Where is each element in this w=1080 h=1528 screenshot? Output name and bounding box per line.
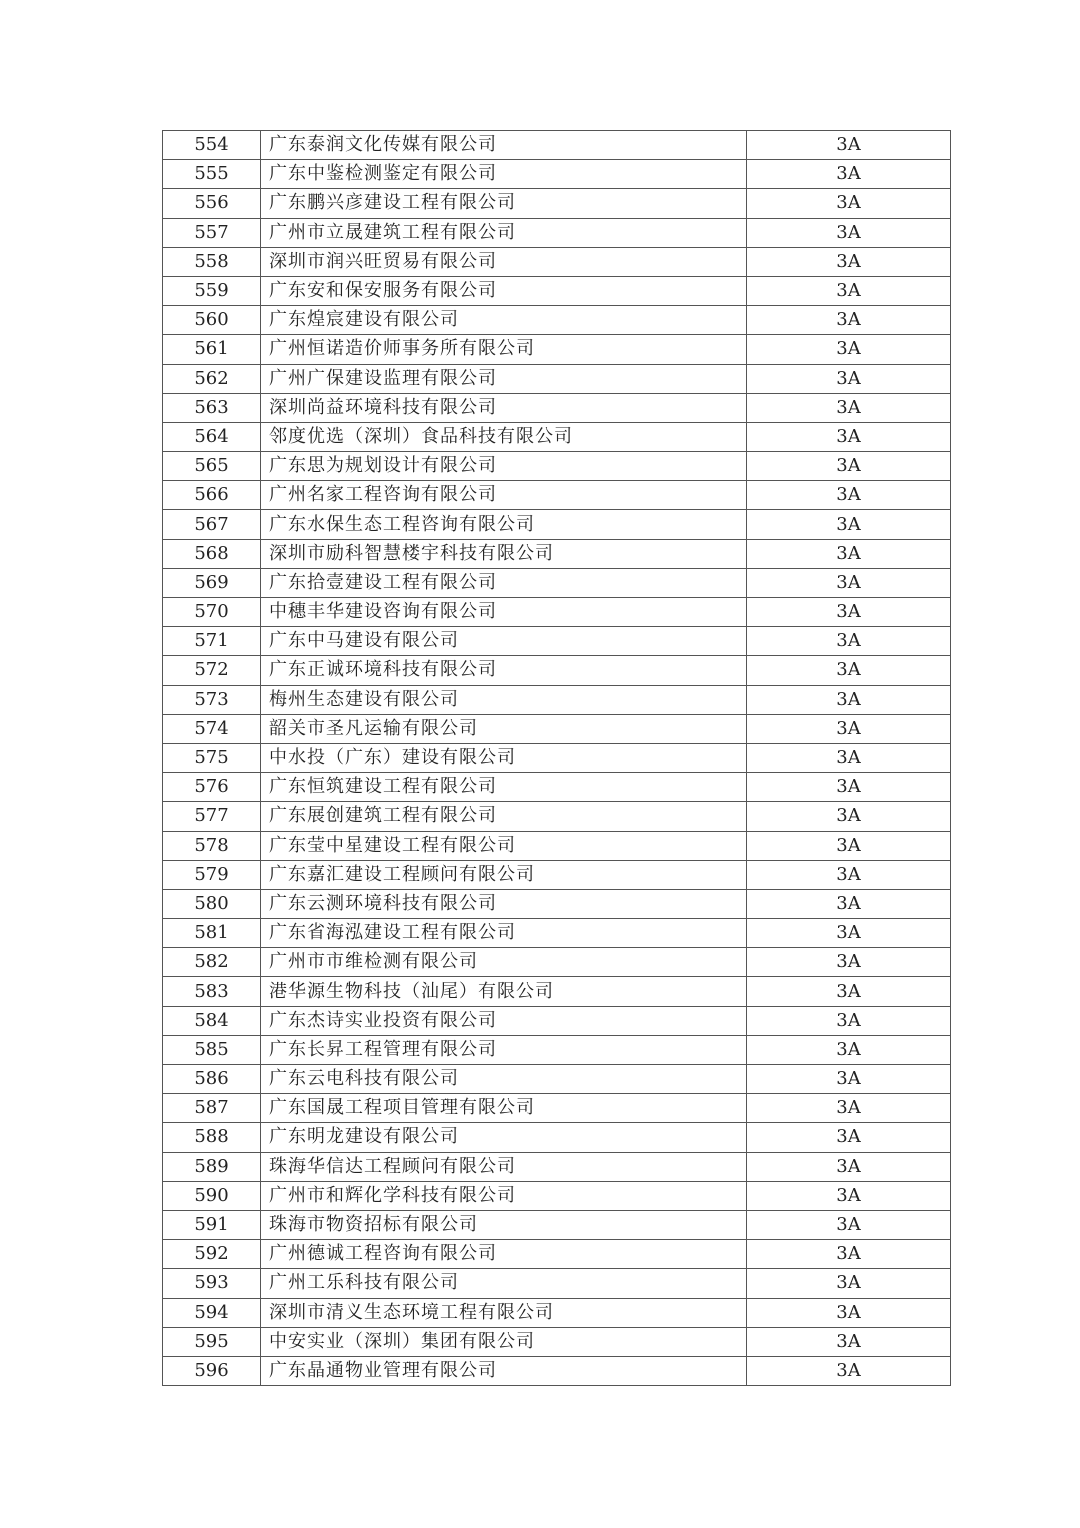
row-number-cell: 557 — [163, 218, 261, 247]
table-row — [163, 1094, 951, 1123]
credit-grade-cell: 3A — [747, 393, 951, 422]
credit-grade-cell: 3A — [747, 1065, 951, 1094]
row-number-cell: 579 — [163, 860, 261, 889]
table-row — [163, 218, 951, 247]
row-number-cell: 556 — [163, 189, 261, 218]
company-name-cell: 邻度优选（深圳）食品科技有限公司 — [261, 422, 747, 451]
row-number-cell: 562 — [163, 364, 261, 393]
row-number-cell: 596 — [163, 1356, 261, 1385]
credit-grade-cell: 3A — [747, 131, 951, 160]
company-name-cell: 广东水保生态工程咨询有限公司 — [261, 510, 747, 539]
row-number-cell: 578 — [163, 831, 261, 860]
credit-grade-cell: 3A — [747, 276, 951, 305]
table-row — [163, 160, 951, 189]
row-number-cell: 563 — [163, 393, 261, 422]
credit-grade-cell: 3A — [747, 919, 951, 948]
table-row — [163, 510, 951, 539]
row-number-cell: 571 — [163, 627, 261, 656]
credit-grade-cell: 3A — [747, 1094, 951, 1123]
row-number-cell: 570 — [163, 598, 261, 627]
credit-grade-cell: 3A — [747, 160, 951, 189]
credit-grade-cell: 3A — [747, 1181, 951, 1210]
company-name-cell: 中安实业（深圳）集团有限公司 — [261, 1327, 747, 1356]
table-row — [163, 1269, 951, 1298]
credit-grade-cell: 3A — [747, 627, 951, 656]
company-name-cell: 广东拾壹建设工程有限公司 — [261, 568, 747, 597]
company-name-cell: 广东泰润文化传媒有限公司 — [261, 131, 747, 160]
company-name-cell: 广东长昇工程管理有限公司 — [261, 1035, 747, 1064]
credit-grade-cell: 3A — [747, 422, 951, 451]
row-number-cell: 575 — [163, 743, 261, 772]
company-name-cell: 广东明龙建设有限公司 — [261, 1123, 747, 1152]
credit-grade-cell: 3A — [747, 802, 951, 831]
row-number-cell: 561 — [163, 335, 261, 364]
table-row — [163, 1152, 951, 1181]
company-name-cell: 广东鹏兴彦建设工程有限公司 — [261, 189, 747, 218]
table-row — [163, 656, 951, 685]
credit-grade-cell: 3A — [747, 889, 951, 918]
credit-grade-cell: 3A — [747, 539, 951, 568]
credit-grade-cell: 3A — [747, 1269, 951, 1298]
company-name-cell: 深圳市清义生态环境工程有限公司 — [261, 1298, 747, 1327]
table-row — [163, 743, 951, 772]
company-name-cell: 广州市和辉化学科技有限公司 — [261, 1181, 747, 1210]
company-name-cell: 深圳市励科智慧楼宇科技有限公司 — [261, 539, 747, 568]
credit-grade-cell: 3A — [747, 860, 951, 889]
company-name-cell: 广东中马建设有限公司 — [261, 627, 747, 656]
company-name-cell: 广东云测环境科技有限公司 — [261, 889, 747, 918]
table-row — [163, 131, 951, 160]
table-row — [163, 539, 951, 568]
company-name-cell: 广州名家工程咨询有限公司 — [261, 481, 747, 510]
table-row — [163, 393, 951, 422]
row-number-cell: 593 — [163, 1269, 261, 1298]
company-name-cell: 深圳市润兴旺贸易有限公司 — [261, 247, 747, 276]
credit-grade-cell: 3A — [747, 306, 951, 335]
row-number-cell: 590 — [163, 1181, 261, 1210]
company-name-cell: 韶关市圣凡运输有限公司 — [261, 714, 747, 743]
credit-grade-cell: 3A — [747, 685, 951, 714]
table-row — [163, 685, 951, 714]
company-name-cell: 珠海华信达工程顾问有限公司 — [261, 1152, 747, 1181]
company-name-cell: 广东云电科技有限公司 — [261, 1065, 747, 1094]
company-name-cell: 深圳尚益环境科技有限公司 — [261, 393, 747, 422]
company-name-cell: 广东莹中星建设工程有限公司 — [261, 831, 747, 860]
credit-grade-cell: 3A — [747, 335, 951, 364]
table-row — [163, 452, 951, 481]
table-row — [163, 802, 951, 831]
company-name-cell: 广州工乐科技有限公司 — [261, 1269, 747, 1298]
credit-grade-cell: 3A — [747, 481, 951, 510]
company-name-cell: 广东思为规划设计有限公司 — [261, 452, 747, 481]
table-row — [163, 773, 951, 802]
row-number-cell: 565 — [163, 452, 261, 481]
table-row — [163, 335, 951, 364]
row-number-cell: 574 — [163, 714, 261, 743]
credit-rating-table — [162, 130, 951, 1386]
row-number-cell: 594 — [163, 1298, 261, 1327]
table-row — [163, 189, 951, 218]
credit-grade-cell: 3A — [747, 1152, 951, 1181]
row-number-cell: 555 — [163, 160, 261, 189]
row-number-cell: 595 — [163, 1327, 261, 1356]
row-number-cell: 584 — [163, 1006, 261, 1035]
credit-grade-cell: 3A — [747, 773, 951, 802]
table-row — [163, 831, 951, 860]
credit-grade-cell: 3A — [747, 743, 951, 772]
company-name-cell: 广州德诚工程咨询有限公司 — [261, 1240, 747, 1269]
table-row — [163, 977, 951, 1006]
table-row — [163, 1327, 951, 1356]
table-row — [163, 860, 951, 889]
row-number-cell: 559 — [163, 276, 261, 305]
credit-grade-cell: 3A — [747, 977, 951, 1006]
row-number-cell: 567 — [163, 510, 261, 539]
credit-grade-cell: 3A — [747, 510, 951, 539]
row-number-cell: 576 — [163, 773, 261, 802]
table-row — [163, 1006, 951, 1035]
table-row — [163, 919, 951, 948]
table-row — [163, 948, 951, 977]
table-row — [163, 1210, 951, 1239]
company-name-cell: 广东安和保安服务有限公司 — [261, 276, 747, 305]
table-row — [163, 1181, 951, 1210]
company-name-cell: 梅州生态建设有限公司 — [261, 685, 747, 714]
row-number-cell: 589 — [163, 1152, 261, 1181]
credit-grade-cell: 3A — [747, 1356, 951, 1385]
company-name-cell: 广东正诚环境科技有限公司 — [261, 656, 747, 685]
row-number-cell: 554 — [163, 131, 261, 160]
credit-grade-cell: 3A — [747, 1006, 951, 1035]
row-number-cell: 569 — [163, 568, 261, 597]
company-name-cell: 港华源生物科技（汕尾）有限公司 — [261, 977, 747, 1006]
credit-grade-cell: 3A — [747, 948, 951, 977]
row-number-cell: 566 — [163, 481, 261, 510]
table-row — [163, 714, 951, 743]
company-name-cell: 广东嘉汇建设工程顾问有限公司 — [261, 860, 747, 889]
table-row — [163, 422, 951, 451]
credit-grade-cell: 3A — [747, 452, 951, 481]
company-name-cell: 中穗丰华建设咨询有限公司 — [261, 598, 747, 627]
company-name-cell: 广东晶通物业管理有限公司 — [261, 1356, 747, 1385]
table-row — [163, 1123, 951, 1152]
table-row — [163, 1240, 951, 1269]
company-name-cell: 广东恒筑建设工程有限公司 — [261, 773, 747, 802]
table-row — [163, 1356, 951, 1385]
row-number-cell: 580 — [163, 889, 261, 918]
company-name-cell: 广东省海泓建设工程有限公司 — [261, 919, 747, 948]
credit-grade-cell: 3A — [747, 1298, 951, 1327]
table-row — [163, 1298, 951, 1327]
company-name-cell: 广州广保建设监理有限公司 — [261, 364, 747, 393]
company-name-cell: 中水投（广东）建设有限公司 — [261, 743, 747, 772]
row-number-cell: 577 — [163, 802, 261, 831]
row-number-cell: 587 — [163, 1094, 261, 1123]
table-row — [163, 364, 951, 393]
table-row — [163, 276, 951, 305]
row-number-cell: 582 — [163, 948, 261, 977]
row-number-cell: 572 — [163, 656, 261, 685]
table-row — [163, 1035, 951, 1064]
table-row — [163, 568, 951, 597]
company-name-cell: 广州市市维检测有限公司 — [261, 948, 747, 977]
row-number-cell: 585 — [163, 1035, 261, 1064]
company-name-cell: 广州恒诺造价师事务所有限公司 — [261, 335, 747, 364]
credit-grade-cell: 3A — [747, 598, 951, 627]
company-name-cell: 广东国晟工程项目管理有限公司 — [261, 1094, 747, 1123]
table-row — [163, 247, 951, 276]
credit-grade-cell: 3A — [747, 1210, 951, 1239]
row-number-cell: 583 — [163, 977, 261, 1006]
company-name-cell: 广东展创建筑工程有限公司 — [261, 802, 747, 831]
table-row — [163, 627, 951, 656]
table-row — [163, 598, 951, 627]
credit-grade-cell: 3A — [747, 218, 951, 247]
credit-grade-cell: 3A — [747, 364, 951, 393]
company-name-cell: 珠海市物资招标有限公司 — [261, 1210, 747, 1239]
table-row — [163, 889, 951, 918]
row-number-cell: 568 — [163, 539, 261, 568]
credit-grade-cell: 3A — [747, 714, 951, 743]
credit-grade-cell: 3A — [747, 831, 951, 860]
row-number-cell: 586 — [163, 1065, 261, 1094]
row-number-cell: 592 — [163, 1240, 261, 1269]
table-row — [163, 306, 951, 335]
credit-grade-cell: 3A — [747, 247, 951, 276]
credit-grade-cell: 3A — [747, 189, 951, 218]
row-number-cell: 560 — [163, 306, 261, 335]
row-number-cell: 588 — [163, 1123, 261, 1152]
company-name-cell: 广东中鉴检测鉴定有限公司 — [261, 160, 747, 189]
table-row — [163, 1065, 951, 1094]
company-name-cell: 广州市立晟建筑工程有限公司 — [261, 218, 747, 247]
table-body — [163, 131, 951, 1386]
credit-grade-cell: 3A — [747, 1240, 951, 1269]
credit-grade-cell: 3A — [747, 1327, 951, 1356]
credit-grade-cell: 3A — [747, 1123, 951, 1152]
row-number-cell: 581 — [163, 919, 261, 948]
row-number-cell: 573 — [163, 685, 261, 714]
row-number-cell: 558 — [163, 247, 261, 276]
row-number-cell: 591 — [163, 1210, 261, 1239]
credit-grade-cell: 3A — [747, 656, 951, 685]
company-name-cell: 广东杰诗实业投资有限公司 — [261, 1006, 747, 1035]
credit-grade-cell: 3A — [747, 568, 951, 597]
company-name-cell: 广东煌宸建设有限公司 — [261, 306, 747, 335]
table-row — [163, 481, 951, 510]
credit-grade-cell: 3A — [747, 1035, 951, 1064]
row-number-cell: 564 — [163, 422, 261, 451]
